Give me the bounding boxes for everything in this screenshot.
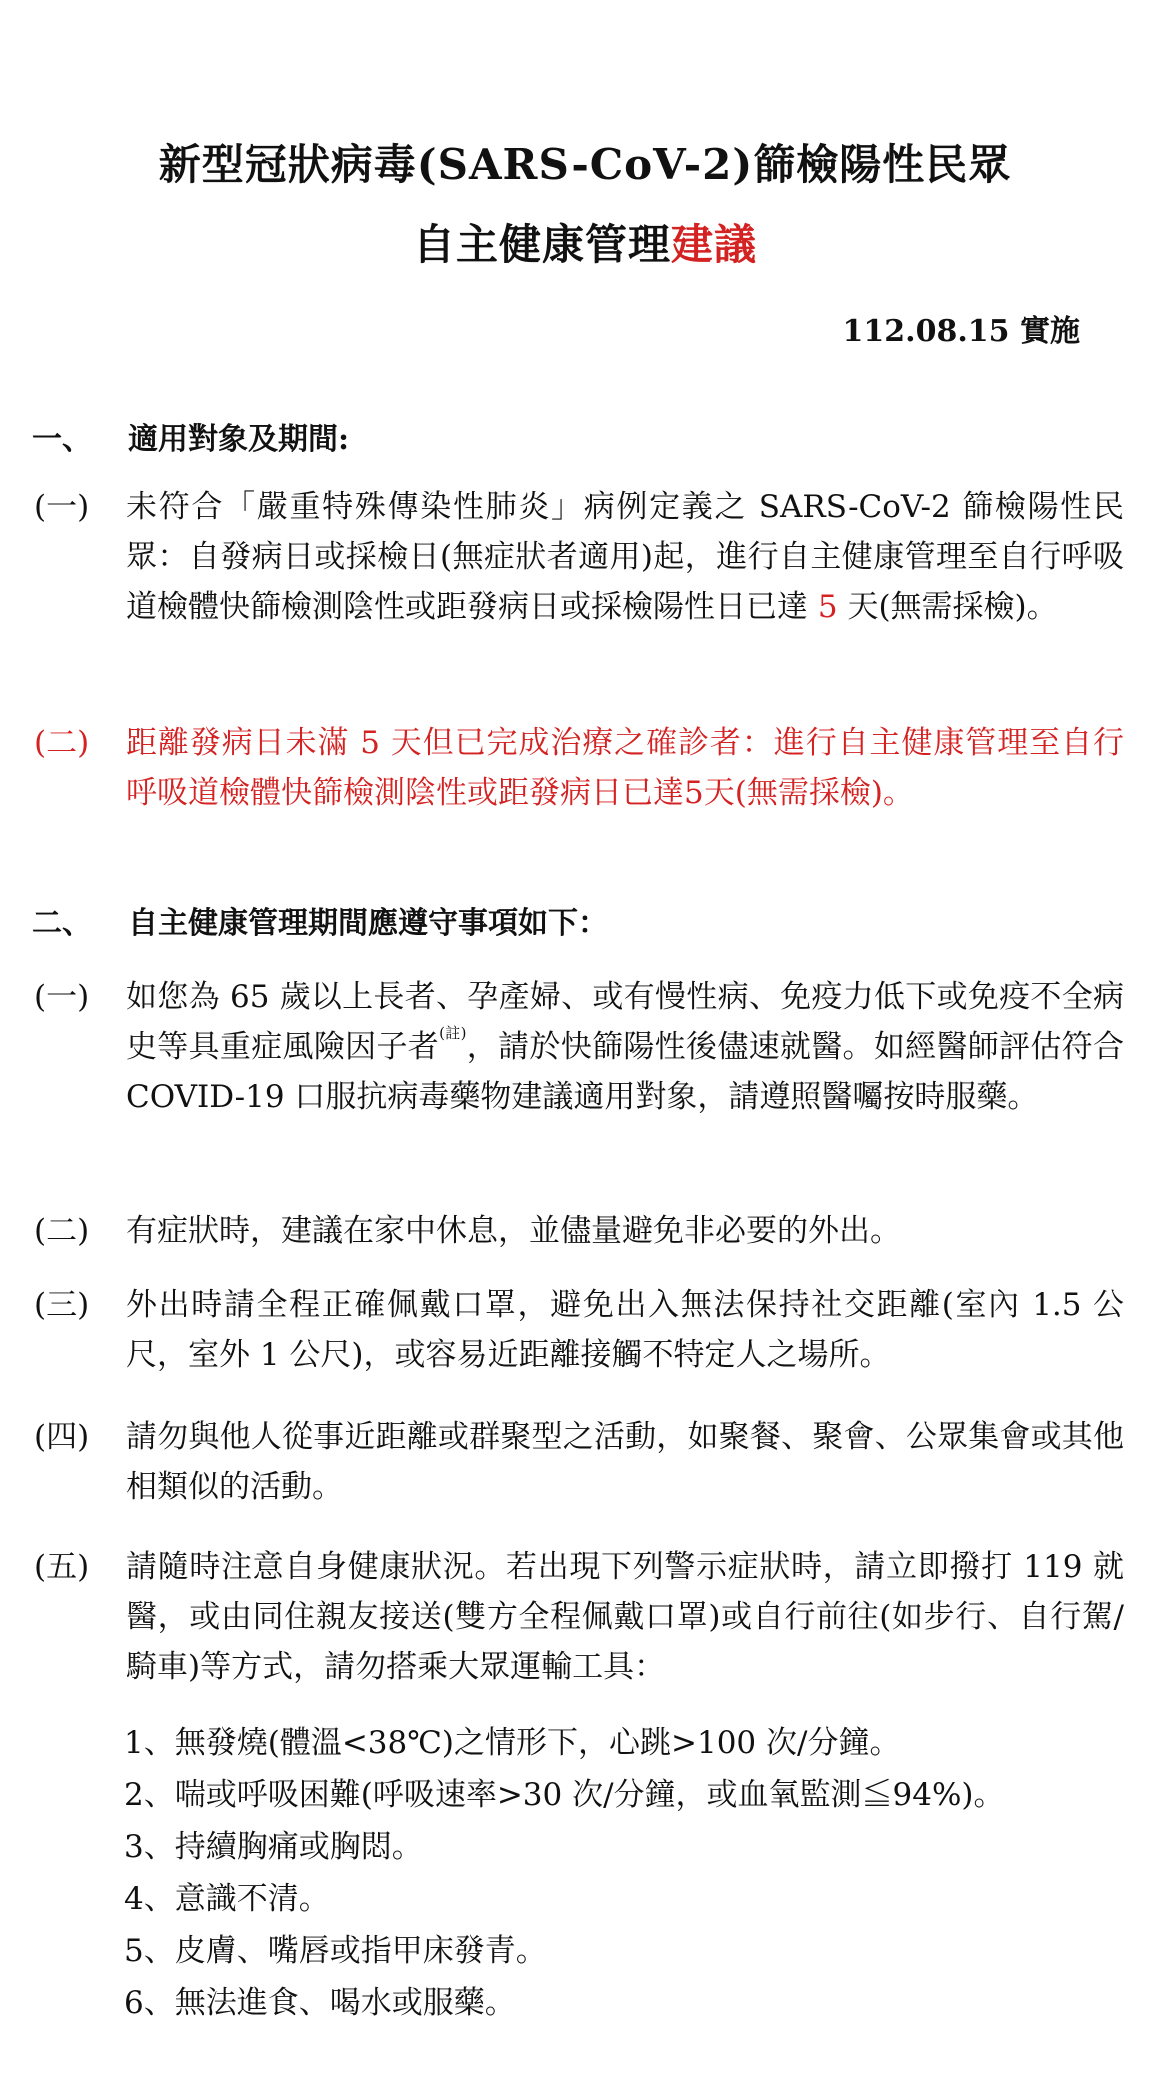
item-label: (一) xyxy=(34,489,90,525)
symptom-item: 6、無法進食、喝水或服藥。 xyxy=(124,1985,516,2021)
item-text: 距離發病日未滿 5 天但已完成治療之確診者：進行自主健康管理至自行呼吸道檢體快篩檢測陰性或距發病日已達5天(無需採檢)。 xyxy=(126,725,1124,811)
section-1-item-2 xyxy=(34,718,1124,818)
item-text-b: ，請於快篩陽性後儘速就醫。如經醫師評估符合 COVID-19 口服抗病毒藥物建議適用對象，請遵照醫囑按時服藥。 xyxy=(126,1029,1124,1115)
days-count: 5 xyxy=(817,589,838,625)
section-2-item-2 xyxy=(34,1206,1124,1256)
section-1-heading xyxy=(32,414,349,458)
symptom-item: 3、持續胸痛或胸悶。 xyxy=(124,1829,423,1865)
symptom-item: 2、喘或呼吸困難(呼吸速率>30 次/分鐘，或血氧監測≦94%)。 xyxy=(124,1777,1005,1813)
section-1-number: 一、 xyxy=(32,422,92,457)
document-title: 新型冠狀病毒(SARS-CoV-2)篩檢陽性民眾 xyxy=(158,140,1012,189)
symptom-item: 4、意識不清。 xyxy=(124,1881,330,1917)
subtitle-red: 建議 xyxy=(671,220,758,269)
item-text xyxy=(126,482,1124,632)
section-2-heading xyxy=(32,898,608,942)
section-2-title: 自主健康管理期間應遵守事項如下： xyxy=(128,906,608,941)
symptom-item: 1、無發燒(體溫<38℃)之情形下，心跳>100 次/分鐘。 xyxy=(124,1725,901,1761)
item-label: (二) xyxy=(34,725,90,761)
item-text-tail: 天(無需採檢)。 xyxy=(847,589,1058,625)
subtitle-black: 自主健康管理 xyxy=(412,220,671,269)
section-1-title: 適用對象及期間: xyxy=(128,422,350,457)
item-label: (五) xyxy=(34,1549,90,1585)
section-2-item-4 xyxy=(34,1412,1124,1512)
item-text xyxy=(126,972,1124,1122)
item-label: (四) xyxy=(34,1419,90,1455)
effective-date: 112.08.15 實施 xyxy=(842,314,1080,349)
item-label: (二) xyxy=(34,1213,90,1249)
section-2-item-5 xyxy=(34,1542,1124,1692)
item-text: 有症狀時，建議在家中休息，並儘量避免非必要的外出。 xyxy=(126,1213,901,1249)
section-2-item-3 xyxy=(34,1280,1124,1380)
section-2-item-1 xyxy=(34,972,1124,1122)
symptom-item: 5、皮膚、嘴唇或指甲床發青。 xyxy=(124,1933,547,1969)
item-text-main: 未符合「嚴重特殊傳染性肺炎」病例定義之 SARS-CoV-2 篩檢陽性民眾：自發病日或採檢日(無症狀者適用)起，進行自主健康管理至自行呼吸道檢體快篩檢測陰性或距發病日或採檢陽性日已達 xyxy=(126,489,1124,625)
item-label: (一) xyxy=(34,979,90,1015)
item-text: 外出時請全程正確佩戴口罩，避免出入無法保持社交距離(室內 1.5 公尺，室外 1 公尺)，或容易近距離接觸不特定人之場所。 xyxy=(126,1287,1124,1373)
item-text-a: 如您為 65 歲以上長者、孕產婦、或有慢性病、免疫力低下或免疫不全病史等具重症風險因子者 xyxy=(126,979,1124,1065)
section-2-number: 二、 xyxy=(32,906,92,941)
item-text: 請勿與他人從事近距離或群聚型之活動，如聚餐、聚會、公眾集會或其他相類似的活動。 xyxy=(126,1419,1124,1505)
item-label: (三) xyxy=(34,1287,90,1323)
section-1-item-1 xyxy=(34,482,1124,632)
footnote-marker: (註) xyxy=(439,1024,467,1042)
item-text: 請隨時注意自身健康狀況。若出現下列警示症狀時，請立即撥打 119 就醫，或由同住親友接送(雙方全程佩戴口罩)或自行前往(如步行、自行駕/騎車)等方式，請勿搭乘大眾運輸工具： xyxy=(126,1549,1124,1685)
document-subtitle xyxy=(0,212,1170,272)
